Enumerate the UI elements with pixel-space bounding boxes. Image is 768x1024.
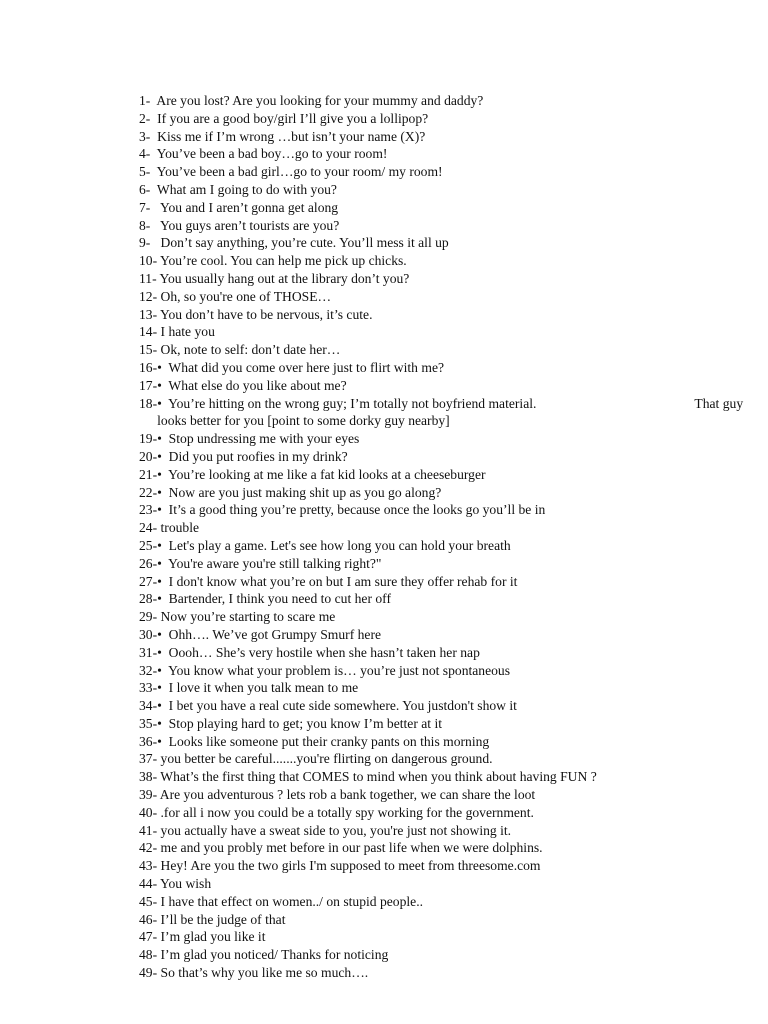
list-item: [139, 893, 749, 911]
item-text: Are you lost? Are you looking for your mummy and daddy?: [150, 93, 484, 108]
item-number: 30-: [139, 626, 158, 642]
item-body: [157, 395, 743, 431]
list-item: [139, 395, 749, 431]
item-text: • What did you come over here just to flirt with me?: [157, 359, 445, 375]
item-text: • You’re hitting on the wrong guy; I’m totally not boyfriend material.: [157, 395, 537, 411]
item-text: • Did you put roofies in my drink?: [157, 448, 348, 464]
item-number: 40-: [139, 804, 158, 820]
list-item: [139, 733, 749, 751]
item-text: • I bet you have a real cute side somewhere. You justdon't show it: [157, 698, 517, 714]
list-item: [139, 928, 749, 946]
item-number: 9-: [139, 235, 151, 251]
list-item: [139, 768, 749, 786]
item-text: Oh, so you're one of THOSE…: [157, 288, 332, 304]
list-item: [139, 555, 749, 573]
list-item: [139, 662, 749, 680]
list-item: [139, 626, 749, 644]
item-number: 14-: [139, 324, 158, 340]
item-text: • Ohh…. We’ve got Grumpy Smurf here: [157, 626, 382, 642]
list-item: [139, 217, 749, 235]
item-number: 25-: [139, 537, 158, 553]
item-number: 18-: [139, 395, 158, 411]
list-item: [139, 306, 749, 324]
list-item: [139, 590, 749, 608]
item-text: So that’s why you like me so much….: [157, 965, 369, 981]
list-item: [139, 750, 749, 768]
item-number: 24-: [139, 520, 158, 536]
item-number: 12-: [139, 288, 158, 304]
item-text: I hate you: [157, 324, 215, 340]
list-item: [139, 822, 749, 840]
item-text: • I love it when you talk mean to me: [157, 680, 359, 696]
list-item: [139, 519, 749, 537]
list-item: [139, 163, 749, 181]
list-item: [139, 573, 749, 591]
list-item: [139, 911, 749, 929]
item-number: 32-: [139, 662, 158, 678]
item-number: 11-: [139, 270, 157, 286]
item-number: 48-: [139, 947, 158, 963]
item-text: Kiss me if I’m wrong …but isn’t your name (X)?: [150, 128, 426, 144]
item-text: • Oooh… She’s very hostile when she hasn’t taken her nap: [157, 644, 480, 660]
item-text: • Looks like someone put their cranky pants on this morning: [157, 733, 490, 749]
list-item: [139, 377, 749, 395]
item-number: 2-: [139, 110, 151, 126]
item-number: 27-: [139, 573, 158, 589]
item-number: 23-: [139, 502, 158, 518]
item-number: 39-: [139, 787, 158, 803]
item-text: you better be careful.......you're flirting on dangerous ground.: [157, 751, 493, 767]
item-number: 1-: [139, 93, 151, 108]
list-item: [139, 270, 749, 288]
item-number: 16-: [139, 359, 158, 375]
list-item: [139, 839, 749, 857]
item-number: 6-: [139, 181, 151, 197]
item-number: 31-: [139, 644, 158, 660]
item-number: 36-: [139, 733, 158, 749]
list-item: [139, 466, 749, 484]
list-item: [139, 484, 749, 502]
list-item: [139, 323, 749, 341]
list-item: [139, 875, 749, 893]
list-item: [139, 448, 749, 466]
item-number: 29-: [139, 609, 158, 625]
list-item: [139, 181, 749, 199]
list-item: [139, 199, 749, 217]
item-number: 49-: [139, 965, 158, 981]
item-number: 10-: [139, 253, 158, 269]
item-text: You’ve been a bad girl…go to your room/ my room!: [150, 164, 443, 180]
item-text: I’m glad you noticed/ Thanks for noticing: [157, 947, 389, 963]
list-item: [139, 946, 749, 964]
item-text: I’m glad you like it: [157, 929, 266, 945]
item-text: • You’re looking at me like a fat kid looks at a cheeseburger: [157, 466, 486, 482]
item-number: 21-: [139, 466, 158, 482]
list-item: [139, 804, 749, 822]
item-text: You usually hang out at the library don’t you?: [156, 270, 410, 286]
item-number: 15-: [139, 342, 158, 358]
list-item: [139, 644, 749, 662]
item-text: You don’t have to be nervous, it’s cute.: [157, 306, 373, 322]
item-number: 47-: [139, 929, 158, 945]
item-text: What’s the first thing that COMES to mind when you think about having FUN ?: [157, 769, 597, 785]
item-number: 43-: [139, 858, 158, 874]
list-item: [139, 537, 749, 555]
numbered-list: [139, 92, 749, 982]
item-text: • What else do you like about me?: [157, 377, 347, 393]
item-text: You and I aren’t gonna get along: [150, 199, 339, 215]
item-text: What am I going to do with you?: [150, 181, 337, 197]
item-text: you actually have a sweat side to you, you're just not showing it.: [157, 822, 512, 838]
item-text: Ok, note to self: don’t date her…: [157, 342, 341, 358]
list-item: [139, 608, 749, 626]
item-text: • I don't know what you’re on but I am sure they offer rehab for it: [157, 573, 518, 589]
item-number: 13-: [139, 306, 158, 322]
item-number: 22-: [139, 484, 158, 500]
item-text: Are you adventurous ? lets rob a bank together, we can share the loot: [157, 787, 536, 803]
item-number: 33-: [139, 680, 158, 696]
item-text: • You know what your problem is… you’re just not spontaneous: [157, 662, 511, 678]
item-text: I’ll be the judge of that: [157, 911, 286, 927]
item-number: 38-: [139, 769, 158, 785]
item-number: 28-: [139, 591, 158, 607]
item-text: You’re cool. You can help me pick up chicks.: [157, 253, 407, 269]
item-text: You wish: [157, 876, 212, 892]
item-number: 26-: [139, 555, 158, 571]
item-number: 19-: [139, 431, 158, 447]
item-text: • You're aware you're still talking right?": [157, 555, 382, 571]
item-text: .for all i now you could be a totally spy working for the government.: [157, 804, 534, 820]
item-text: Don’t say anything, you’re cute. You’ll mess it all up: [150, 235, 449, 251]
list-item: [139, 430, 749, 448]
item-text-right: That guy: [694, 395, 744, 411]
item-text: If you are a good boy/girl I’ll give you a lollipop?: [150, 110, 429, 126]
list-item: [139, 359, 749, 377]
item-text: You guys aren’t tourists are you?: [150, 217, 340, 233]
item-number: 34-: [139, 698, 158, 714]
list-item: [139, 92, 749, 110]
list-item: [139, 857, 749, 875]
list-item: [139, 145, 749, 163]
item-number: 3-: [139, 128, 151, 144]
item-text: Now you’re starting to scare me: [157, 609, 336, 625]
item-text: • It’s a good thing you’re pretty, because once the looks go you’ll be in: [157, 502, 546, 518]
item-number: 35-: [139, 715, 158, 731]
item-number: 17-: [139, 377, 158, 393]
list-item: [139, 786, 749, 804]
list-item: [139, 715, 749, 733]
item-text: Hey! Are you the two girls I'm supposed to meet from threesome.com: [157, 858, 541, 874]
list-item: [139, 679, 749, 697]
item-text: You’ve been a bad boy…go to your room!: [150, 146, 388, 162]
item-text: • Stop undressing me with your eyes: [157, 431, 360, 447]
item-continuation: looks better for you [point to some dorky guy nearby]: [157, 413, 450, 429]
list-item: [139, 501, 749, 519]
list-item: [139, 128, 749, 146]
item-number: 44-: [139, 876, 158, 892]
item-number: 37-: [139, 751, 158, 767]
list-item: [139, 697, 749, 715]
item-number: 20-: [139, 448, 158, 464]
list-item: [139, 110, 749, 128]
list-item: [139, 234, 749, 252]
list-item: [139, 964, 749, 982]
item-text: • Bartender, I think you need to cut her off: [157, 591, 391, 607]
item-number: 4-: [139, 146, 151, 162]
item-number: 5-: [139, 164, 151, 180]
list-item: [139, 252, 749, 270]
item-number: 41-: [139, 822, 158, 838]
item-number: 8-: [139, 217, 151, 233]
item-text: • Now are you just making shit up as you go along?: [157, 484, 442, 500]
item-text: • Let's play a game. Let's see how long you can hold your breath: [157, 537, 511, 553]
item-number: 7-: [139, 199, 151, 215]
item-text: • Stop playing hard to get; you know I’m better at it: [157, 715, 443, 731]
list-item: [139, 341, 749, 359]
item-text: I have that effect on women../ on stupid people..: [157, 893, 424, 909]
item-text: trouble: [157, 520, 200, 536]
list-item: [139, 288, 749, 306]
item-number: 45-: [139, 893, 158, 909]
item-number: 42-: [139, 840, 158, 856]
item-text: me and you probly met before in our past life when we were dolphins.: [157, 840, 543, 856]
item-number: 46-: [139, 911, 158, 927]
